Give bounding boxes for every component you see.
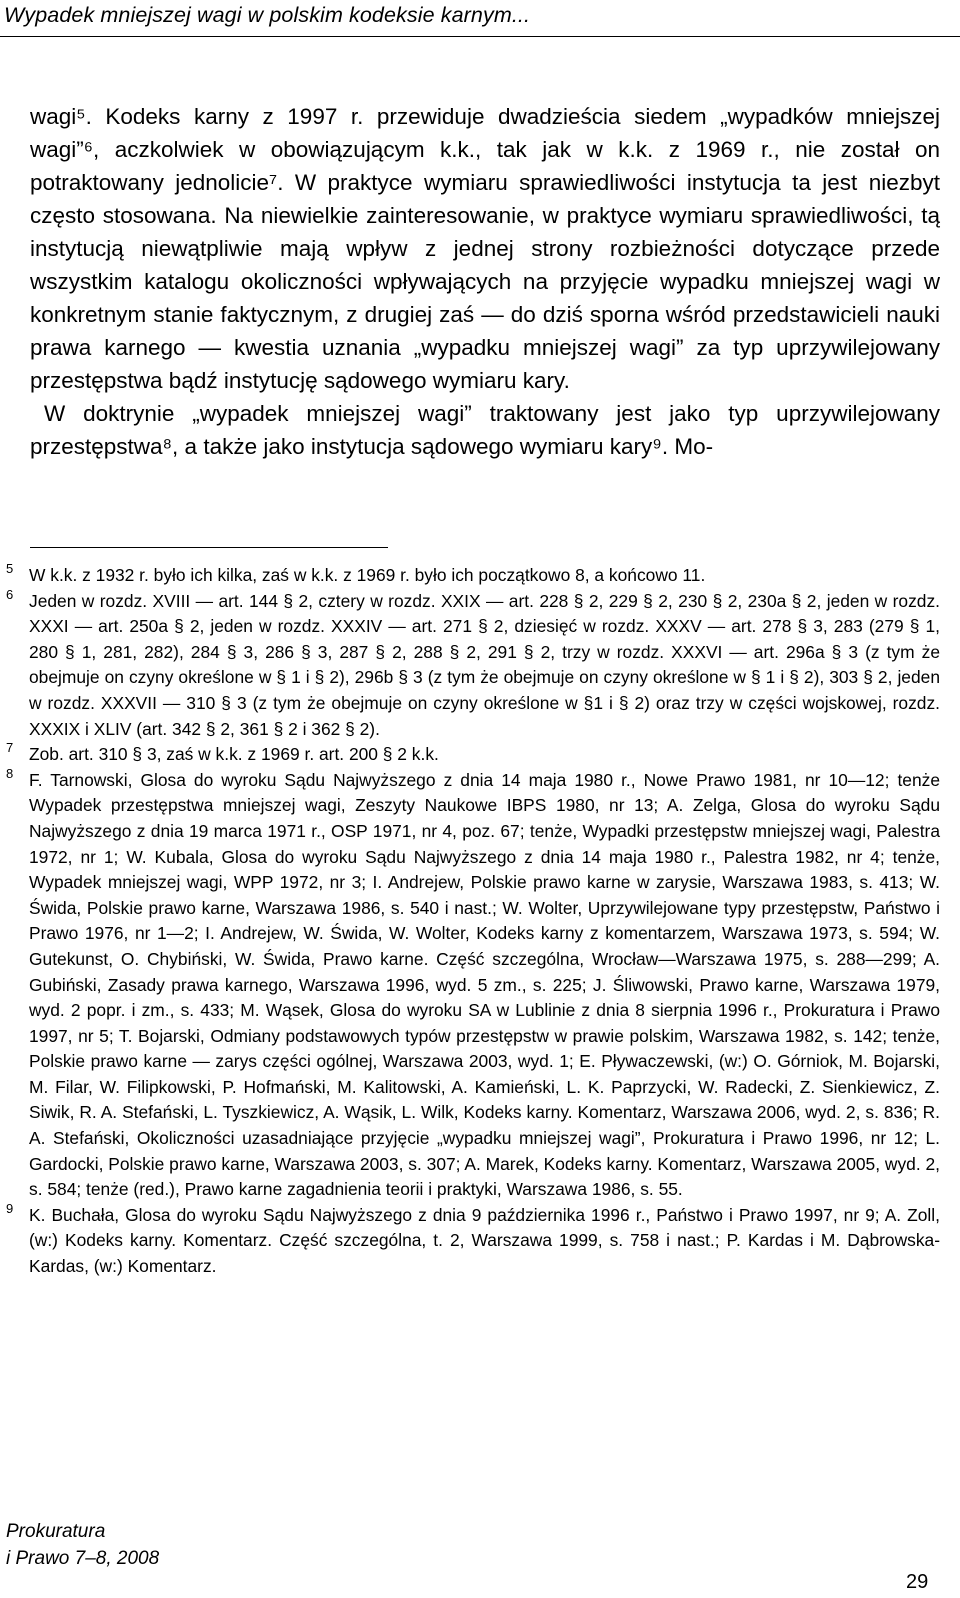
footnotes [6,563,940,1280]
footnote-number: 7 [6,740,14,756]
body-paragraph: wagi⁵. Kodeks karny z 1997 r. przewiduje dwadzieścia siedem „wypadków mniejszej wagi”⁶, aczkolwiek w obowiązującym k.k., tak jak w k.k. z 1969 r., nie został on potraktowany jednolicie⁷. W praktyce wymiaru sprawiedliwości instytucja ta jest niezbyt często stosowana. Na niewielkie zainteresowanie, w praktyce wymiaru sprawiedliwości, tą instytucją niewątpliwie mają wpływ z jednej strony rozbieżności dotyczące przede wszystkim katalogu okoliczności wpływających na przyjęcie wypadku mniejszej wagi w konkretnym stanie faktycznym, z drugiej zaś — do dziś sporna wśród przedstawicieli nauki prawa karnego — kwestia uznania „wypadku mniejszej wagi” za typ uprzywilejowany przestępstwa bądź instytucję sądowego wymiaru kary. [30,104,940,393]
footnote [6,586,940,743]
journal-issue: i Prawo 7–8, 2008 [6,1548,160,1569]
body-paragraph: W doktrynie „wypadek mniejszej wagi” traktowany jest jako typ uprzywilejowany przestępstwa⁸, a także jako instytucja sądowego wymiaru kary⁹. Mo- [30,401,940,459]
journal-name: Prokuratura [6,1521,106,1542]
page-number: 29 [906,1571,929,1593]
running-header-title: Wypadek mniejszej wagi w polskim kodeksie karnym... [4,3,531,27]
footnote-number: 8 [6,765,14,781]
footnote [6,563,940,589]
footnote-text: Jeden w rozdz. XVIII — art. 144 § 2, cztery w rozdz. XXIX — art. 228 § 2, 229 § 2, 230 § 2, 230a § 2, jeden w rozdz. XXXI — art. 250a § 2, jeden w rozdz. XXXIV — art. 271 § 2, dziesięć w rozdz. XXXV — art. 278 § 3, 283 (279 § 1, 280 § 1, 281, 282), 284 § 3, 286 § 3, 287 § 2, 288 § 2, 291 § 2, trzy w rozdz. XXXVI — art. 296a § 3 (z tym że obejmuje on czyny określone w § 1 i § 2), 296b § 3 (z tym że obejmuje on czyny określone w § 1 i § 2), 303 § 2, jeden w rozdz. XXXVII — 310 § 3 (z tym że obejmuje on czyny określone w §1 i § 2) oraz trzy w części wojskowej, rozdz. XXXIX i XLIV (art. 342 § 2, 361 § 2 i 362 § 2). [29,590,940,739]
main-text [30,100,940,463]
footnote [6,742,940,768]
journal-footer [6,1518,159,1572]
footnote-number: 6 [6,586,14,602]
footnote [6,1200,940,1280]
footnote [6,765,940,1203]
footnote-text: Zob. art. 310 § 3, zaś w k.k. z 1969 r. art. 200 § 2 k.k. [29,744,439,765]
footnote-text: K. Buchała, Glosa do wyroku Sądu Najwyższego z dnia 9 października 1996 r., Państwo i Prawo 1997, nr 9; A. Zoll, (w:) Kodeks karny. Komentarz. Część szczególna, t. 2, Warszawa 1999, s. 758 i nast.; P. Kardas i M. Dąbrowska-Kardas, (w:) Komentarz. [29,1204,940,1277]
running-header [0,0,960,37]
footnote-text: W k.k. z 1932 r. było ich kilka, zaś w k.k. z 1969 r. było ich początkowo 8, a końcowo 11. [29,565,706,585]
footnote-text: F. Tarnowski, Glosa do wyroku Sądu Najwyższego z dnia 14 maja 1980 r., Nowe Prawo 1981, nr 10—12; tenże Wypadek przestępstwa mniejszej wagi, Zeszyty Naukowe IBPS 1980, nr 13; A. Zelga, Glosa do wyroku Sądu Najwyższego z dnia 19 marca 1971 r., OSP 1971, nr 4, poz. 67; tenże, Wypadki przestępstw mniejszej wagi, Palestra 1972, nr 1; W. Kubala, Glosa do wyroku Sądu Najwyższego z dnia 14 maja 1980 r., Palestra 1982, nr 4; tenże, Wypadek mniejszej wagi, WPP 1972, nr 3; I. Andrejew, Polskie prawo karne w zarysie, Warszawa 1983, s. 413; W. Świda, Polskie prawo karne, Warszawa 1986, s. 540 i nast.; W. Wolter, Uprzywilejowane typy przestępstw, Państwo i Prawo 1976, nr 1—2; I. Andrejew, W. Świda, W. Wolter, Kodeks karny z komentarzem, Warszawa 1973, s. 594; W. Gutekunst, O. Chybiński, W. Świda, Prawo karne. Część szczególna, Wrocław—Warszawa 1975, s. 288—299; A. Gubiński, Zasady prawa karnego, Warszawa 1996, wyd. 5 zm., s. 225; J. Śliwowski, Prawo karne, Warszawa 1979, wyd. 2 popr. i zm., s. 433; M. Wąsek, Glosa do wyroku SA w Lublinie z dnia 8 sierpnia 1996 r., Prokuratura i Prawo 1997, nr 5; T. Bojarski, Odmiany podstawowych typów przestępstw w prawie polskim, Warszawa 1982, s. 142; tenże, Polskie prawo karne — zarys części ogólnej, Warszawa 2003, wyd. 1; E. Pływaczewski, (w:) O. Górniok, M. Bojarski, M. Filar, W. Filipkowski, P. Hofmański, M. Kalitowski, A. Kamieński, L. K. Paprzycki, W. Radecki, Z. Sienkiewicz, Z. Siwik, R. A. Stefański, L. Tyszkiewicz, A. Wąsik, L. Wilk, Kodeks karny. Komentarz, Warszawa 2006, wyd. 2, s. 836; R. A. Stefański, Okoliczności uzasadniające przyjęcie „wypadku mniejszej wagi”, Prokuratura i Prawo 1996, nr 12; L. Gardocki, Polskie prawo karne, Warszawa 2003, s. 307; A. Marek, Kodeks karny. Komentarz, Warszawa 2005, wyd. 2, s. 584; tenże (red.), Prawo karne zagadnienia teorii i praktyki, Warszawa 1986, s. 55. [29,769,940,1200]
footnote-number: 5 [6,561,14,576]
footnote-separator [30,547,388,548]
footnote-number: 9 [6,1200,14,1216]
